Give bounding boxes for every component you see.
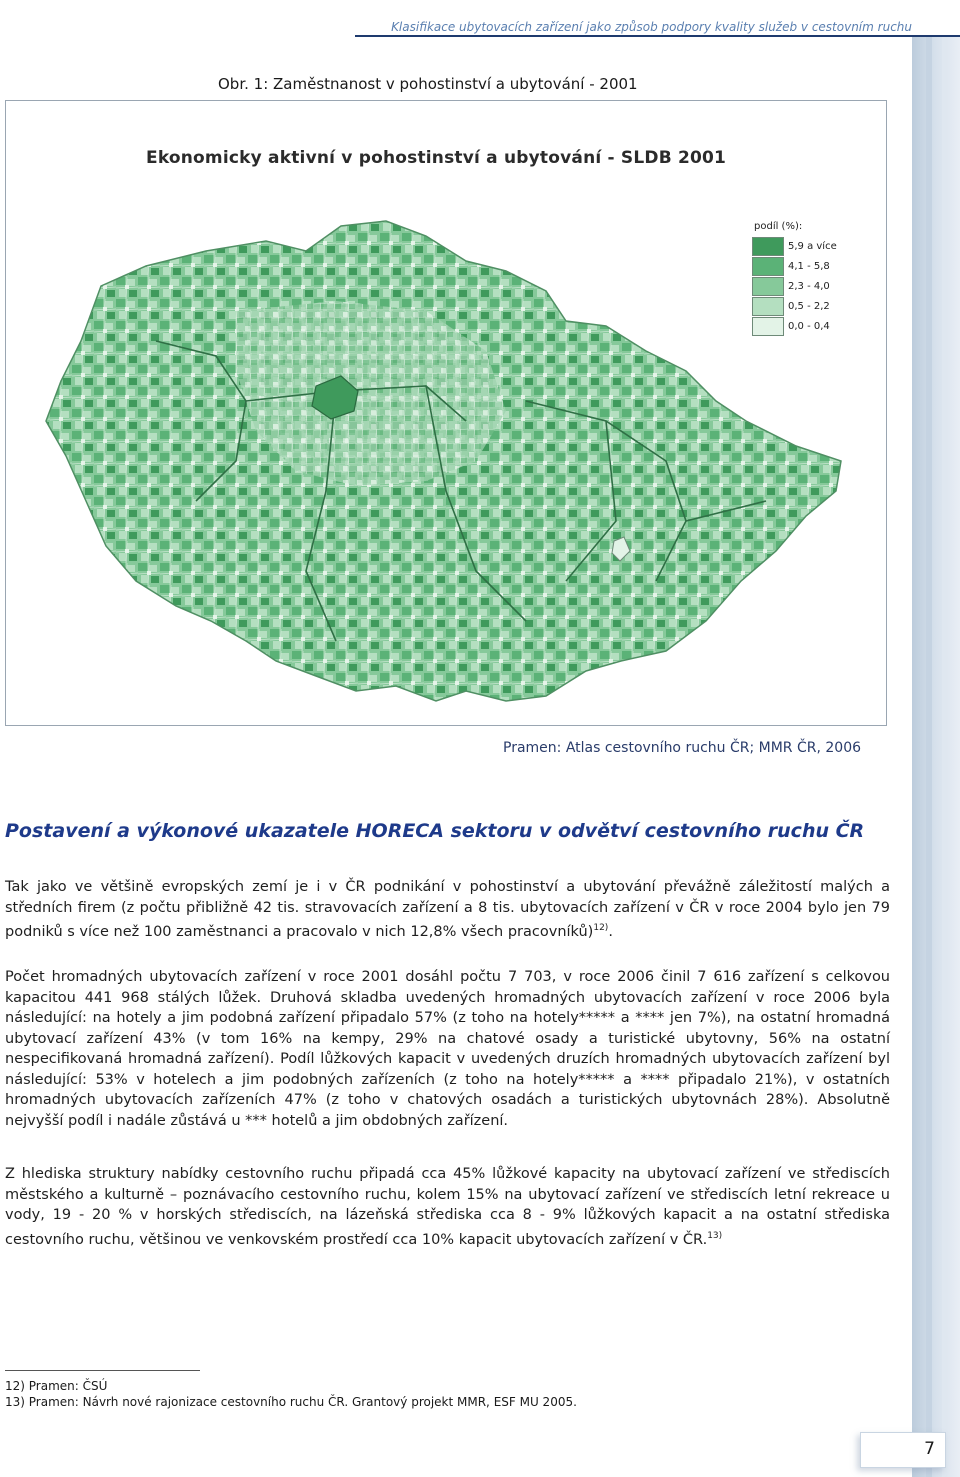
footnote: 12) Pramen: ČSÚ: [5, 1379, 108, 1393]
legend-label: 0,0 - 0,4: [788, 320, 830, 332]
legend-swatch: [752, 257, 784, 276]
legend-swatch: [752, 317, 784, 336]
footnote: 13) Pramen: Návrh nové rajonizace cestovního ruchu ČR. Grantový projekt MMR, ESF MU 2005.: [5, 1395, 577, 1409]
page-number: 7: [924, 1439, 935, 1459]
legend-label: 4,1 - 5,8: [788, 260, 830, 272]
paragraph: [5, 877, 890, 942]
paragraph-text: Tak jako ve většině evropských zemí je i v ČR podnikání v pohostinství a ubytování převážně záležitostí malých a středních firem (z počtu přibližně 42 tis. stravovacích zařízení a 8 tis. ubytovacích zařízení v ČR v roce 2004 bylo jen 79 podniků s více než 100 zaměstnanci a pracovalo v nich 12,8% všech pracovníků): [5, 879, 890, 940]
map-figure: [5, 100, 887, 726]
decorative-side-band: [912, 36, 960, 1477]
legend-item: [752, 236, 837, 256]
legend-item: [752, 276, 837, 296]
side-band-stripe: [942, 36, 946, 1477]
legend-title: podíl (%):: [754, 221, 803, 232]
map-title: Ekonomicky aktivní v pohostinství a ubytování - SLDB 2001: [146, 148, 727, 168]
legend-item: [752, 256, 837, 276]
legend-item: [752, 296, 837, 316]
legend-label: 5,9 a více: [788, 240, 837, 252]
running-header: Klasifikace ubytovacích zařízení jako způsob podpory kvality služeb v cestovním ruchu: [391, 20, 912, 34]
legend-swatch: [752, 277, 784, 296]
side-band-stripe: [926, 36, 932, 1477]
paragraph-end: .: [608, 923, 613, 940]
legend-label: 2,3 - 4,0: [788, 280, 830, 292]
footnote-ref: 13): [707, 1230, 723, 1241]
legend-item: [752, 316, 837, 336]
map-legend: [752, 221, 837, 336]
legend-swatch: [752, 297, 784, 316]
footnote-rule: [5, 1370, 200, 1371]
paragraph-text: Z hlediska struktury nabídky cestovního ruchu připadá cca 45% lůžkové kapacity na ubytovací zařízení ve střediscích městského a kulturně – poznávacího cestovního ruchu, kolem 15% na ubytovací zařízení ve střediscích letní rekreace u vody, 19 - 20 % v horských střediscích, na lázeňská střediska cca 8 - 9% lůžkových kapacit a na ostatní střediska cestovního ruchu, většinou ve venkovském prostředí cca 10% kapacit ubytovacích zařízení v ČR.: [5, 1166, 890, 1248]
page-number-box: [860, 1432, 946, 1468]
legend-swatch: [752, 237, 784, 256]
figure-source: Pramen: Atlas cestovního ruchu ČR; MMR ČR, 2006: [503, 740, 862, 756]
czech-map: [6, 101, 886, 725]
section-heading: Postavení a výkonové ukazatele HORECA sektoru v odvětví cestovního ruchu ČR: [5, 820, 865, 842]
paragraph: [5, 1164, 890, 1250]
legend-label: 0,5 - 2,2: [788, 300, 830, 312]
header-rule: [355, 35, 960, 37]
figure-caption: Obr. 1: Zaměstnanost v pohostinství a ubytování - 2001: [218, 75, 638, 93]
paragraph: Počet hromadných ubytovacích zařízení v roce 2001 dosáhl počtu 7 703, v roce 2006 činil 7 616 zařízení s celkovou kapacitou 441 968 stálých lůžek. Druhová skladba uvedených hromadných ubytovacích zařízení v roce 2006 byla následující: na hotely a jim podobná zařízení připadalo 57% (z toho na hotely***** a **** jen 7%), na ostatní hromadná ubytovací zařízení 43% (v tom 16% na kempy, 29% na chatové osady a turistické ubytovny, 56% na ostatní nespecifikovaná hromadná zařízení). Podíl lůžkových kapacit v uvedených druzích hromadných ubytovacích zařízení byl následující: 53% v hotelech a jim podobných zařízeních (z toho na hotely***** a **** připadalo 21%), v ostatních hromadných ubytovacích zařízeních 47% (z toho v chatových osadách a turistických ubytovnách 28%). Absolutně nejvyšší podíl i nadále zůstává u *** hotelů a jim obdobných zařízení.: [5, 969, 890, 1129]
footnote-ref: 12): [593, 923, 609, 933]
